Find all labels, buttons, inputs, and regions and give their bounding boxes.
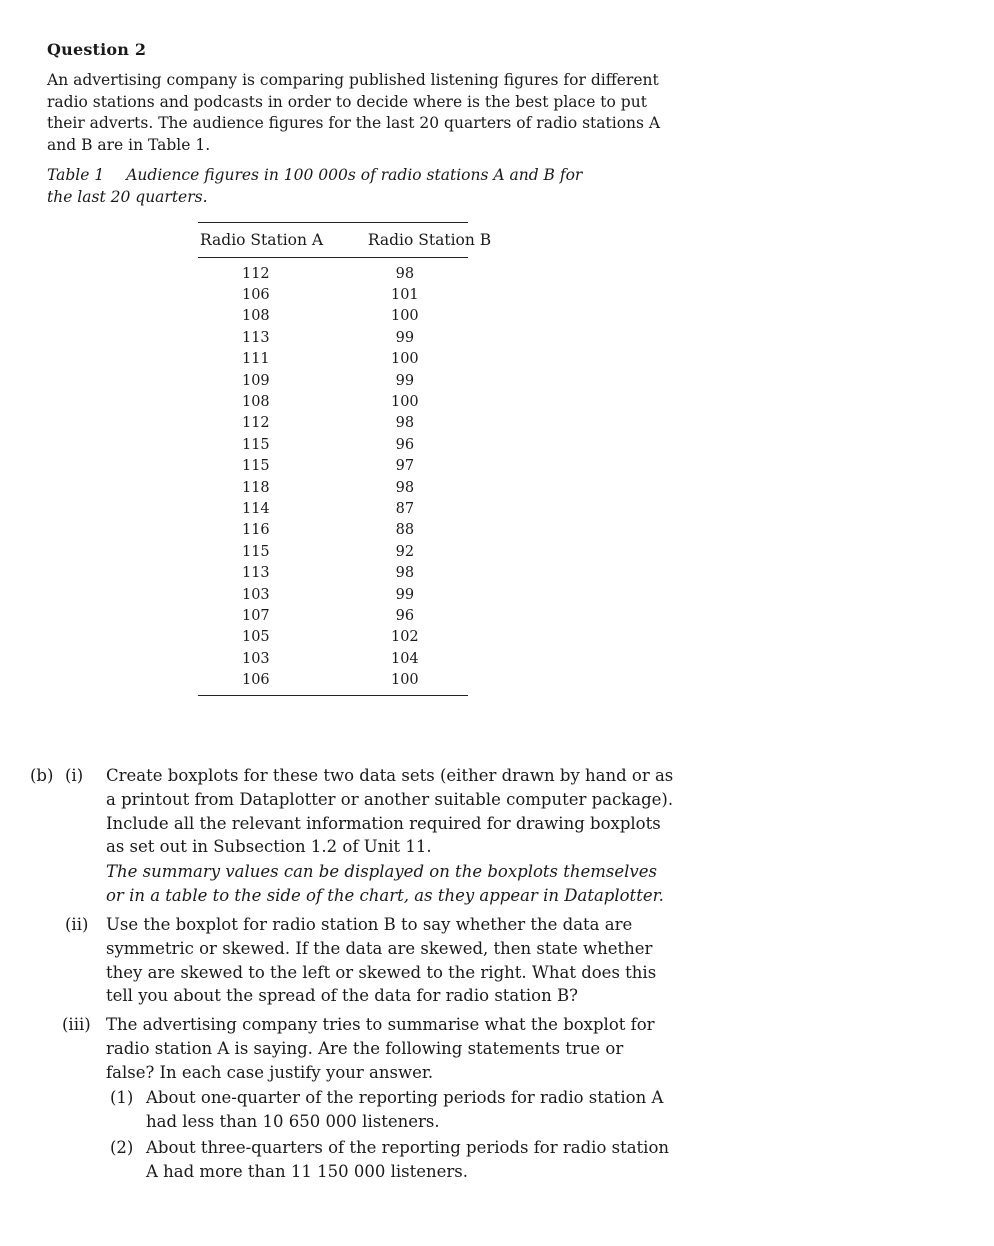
header-station-b: Radio Station B [367,231,492,249]
table-row [198,584,496,605]
station-a-value: 111 [241,351,270,368]
table-row [198,434,496,455]
station-a-value: 106 [241,287,270,304]
table-row [198,456,496,477]
table-row [198,370,496,391]
part-b-ii-text: Use the boxplot for radio station B to say whether the data are symmetric or skewed. If the data are skewed, then state whether they are skewed to the left or skewed to the right. What does this tell you about the spread of the data for radio station B? [106,915,657,1006]
part-b-i-label: (i) [65,766,84,785]
table-row [198,477,496,498]
station-a-value: 118 [241,479,270,496]
table-row [198,327,496,348]
station-b-value: 104 [390,650,419,667]
part-b-i-note: The summary values can be displayed on the boxplots themselves or in a table to the side of the chart, as they appear in Dataplotter. [106,862,664,905]
header-station-a: Radio Station A [200,231,324,249]
table-row [198,562,496,583]
station-b-value: 87 [395,500,415,517]
part-b-i-text: Create boxplots for these two data sets (either drawn by hand or as a printout from Dataplotter or another suitable computer package). Include all the relevant information required for drawing boxplots as set out in Subsection 1.2 of Unit 11. [106,766,674,857]
table-caption-label: Table 1 [47,166,105,184]
question-intro: An advertising company is comparing published listening figures for different radio stations and podcasts in order to decide where is the best place to put their adverts. The audience figures for the last 20 quarters of radio stations A and B are in Table 1. [47,71,661,154]
station-b-value: 99 [395,329,415,346]
station-b-value: 100 [390,394,419,411]
table-row [198,648,496,669]
statement-2-label: (2) [110,1138,134,1157]
station-a-value: 115 [241,436,270,453]
table-row [198,284,496,305]
table-body [198,258,496,695]
question-title: Question 2 [47,40,147,59]
table-row [198,413,496,434]
station-a-value: 113 [241,565,270,582]
station-a-value: 112 [241,265,270,282]
table-row [198,263,496,284]
station-b-value: 98 [395,415,415,432]
part-b-ii-label: (ii) [65,915,89,934]
station-b-value: 97 [395,458,415,475]
part-b-iii-label: (iii) [62,1015,91,1034]
station-a-value: 109 [241,372,270,389]
statement-1-text: About one-quarter of the reporting periods for radio station A had less than 10 650 000 listeners. [146,1088,664,1131]
station-b-value: 100 [390,308,419,325]
station-a-value: 115 [241,458,270,475]
part-b-label: (b) [30,766,54,785]
table-row [198,605,496,626]
station-b-value: 98 [395,479,415,496]
station-b-value: 99 [395,586,415,603]
table-header [198,223,496,257]
table-row [198,520,496,541]
station-a-value: 113 [241,329,270,346]
station-a-value: 103 [241,586,270,603]
table-row [198,391,496,412]
table-row [198,306,496,327]
statement-1-label: (1) [110,1088,134,1107]
station-a-value: 103 [241,650,270,667]
audience-table [198,222,496,696]
station-a-value: 106 [241,672,270,689]
station-a-value: 107 [241,607,270,624]
station-b-value: 99 [395,372,415,389]
station-a-value: 115 [241,543,270,560]
station-a-value: 116 [241,522,270,539]
station-a-value: 114 [241,500,270,517]
station-a-value: 112 [241,415,270,432]
table-caption [47,165,607,208]
station-a-value: 108 [241,394,270,411]
station-b-value: 100 [390,351,419,368]
table-row [198,627,496,648]
station-a-value: 108 [241,308,270,325]
statement-2-text: About three-quarters of the reporting periods for radio station A had more than 11 150 000 listeners. [146,1138,670,1181]
table-row [198,669,496,690]
table-row [198,349,496,370]
station-b-value: 98 [395,265,415,282]
station-b-value: 96 [395,436,415,453]
station-b-value: 96 [395,607,415,624]
table-row [198,498,496,519]
table-bottom-rule [198,695,468,696]
station-b-value: 102 [390,629,419,646]
station-b-value: 101 [390,287,419,304]
part-b-iii-text: The advertising company tries to summarise what the boxplot for radio station A is saying. Are the following statements true or false? In each case justify your answer. [106,1015,655,1082]
station-a-value: 105 [241,629,270,646]
station-b-value: 100 [390,672,419,689]
table-caption-text: Audience figures in 100 000s of radio stations A and B for the last 20 quarters. [47,166,583,206]
station-b-value: 92 [395,543,415,560]
table-row [198,541,496,562]
station-b-value: 98 [395,565,415,582]
station-b-value: 88 [395,522,415,539]
